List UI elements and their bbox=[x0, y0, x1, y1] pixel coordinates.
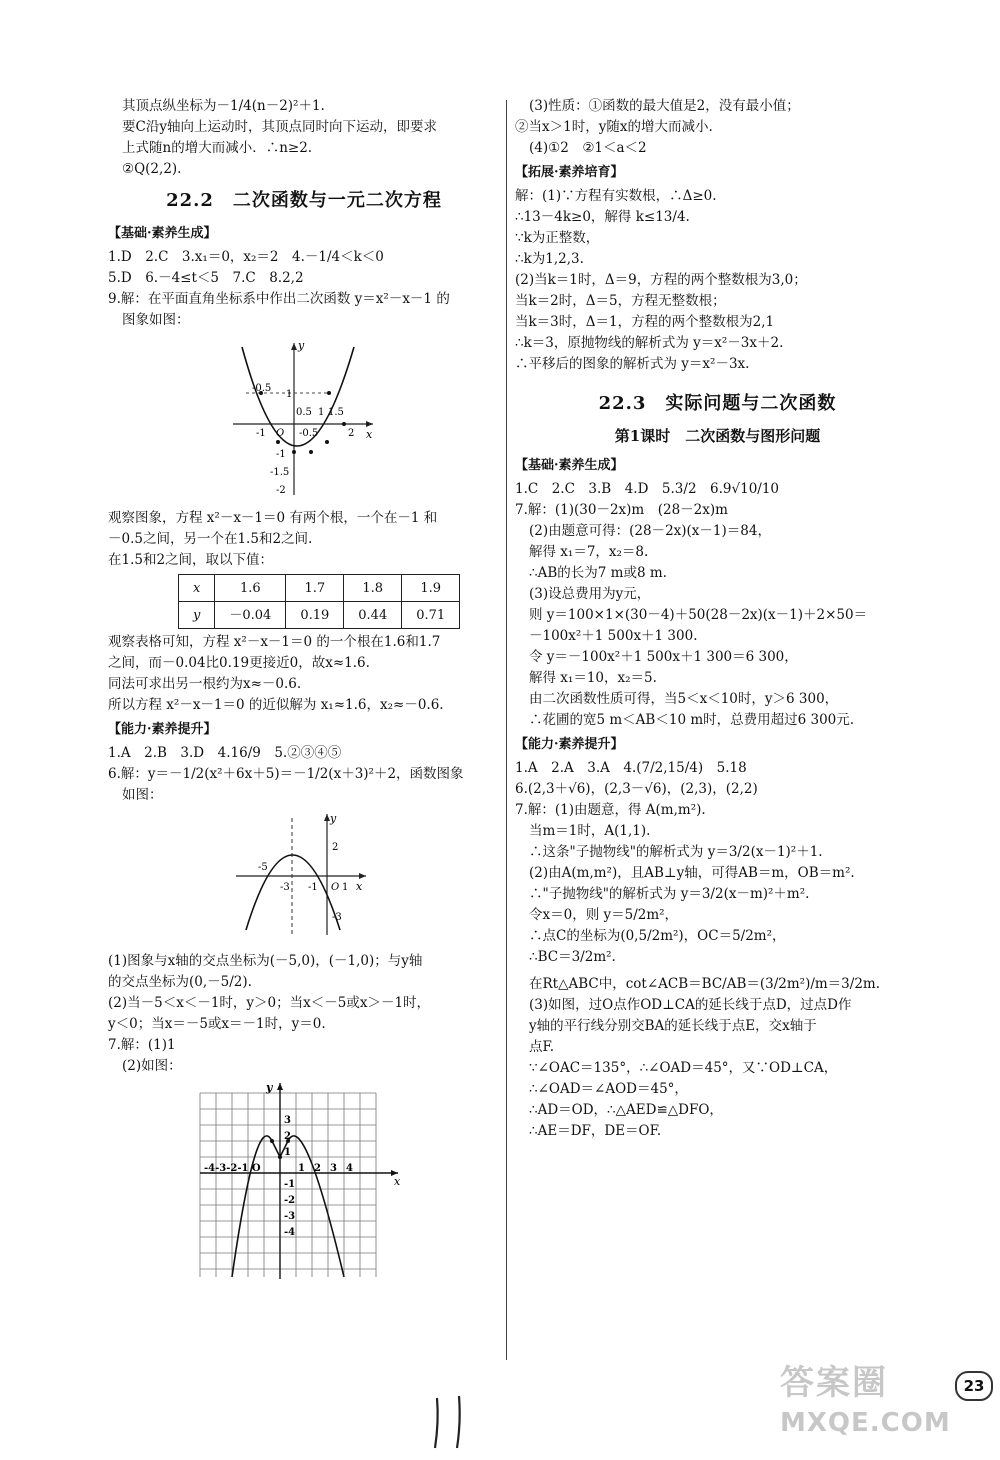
answer-line: 7.解：(1)1 bbox=[108, 1037, 176, 1053]
tick-label: -2 bbox=[284, 1195, 296, 1206]
table-cell: 1.9 bbox=[402, 575, 460, 602]
table-cell: x bbox=[179, 575, 215, 602]
text-line: 要C沿y轴向上运动时，其顶点同时向下运动，即要求 bbox=[122, 119, 437, 135]
answer-line: ∴AD＝OD，∴△AED≌△DFO， bbox=[529, 1102, 723, 1118]
tick-label: 1 bbox=[284, 1147, 291, 1158]
tick-label: 1 bbox=[298, 1163, 305, 1174]
answer-line: 之间，而－0.04比0.19更接近0，故x≈1.6. bbox=[108, 655, 370, 671]
answer-line: (4)①2 ②1＜a＜2 bbox=[529, 140, 647, 156]
answer-line: 由二次函数性质可得，当5＜x＜10时，y＞6 300， bbox=[529, 691, 839, 707]
tick-label: 0.5 bbox=[296, 407, 312, 418]
answer-line: ∴13－4k≥0，解得 k≤13/4. bbox=[515, 209, 690, 225]
graph-grid-parabola bbox=[108, 1081, 500, 1288]
table-cell: 1.8 bbox=[344, 575, 402, 602]
answer-line: 当m＝1时，A(1,1). bbox=[529, 823, 651, 839]
answer-line: 1.A 2.B 3.D 4.16/9 5.②③④⑤ bbox=[108, 745, 342, 761]
answer-line: 点F. bbox=[529, 1039, 555, 1055]
section-tag: 【拓展·素养培育】 bbox=[515, 165, 624, 180]
tick-label: -0.5 bbox=[299, 428, 319, 439]
answer-line: 则 y＝100×1×(30－4)＋50(28－2x)(x－1)＋2×50＝ bbox=[529, 607, 868, 623]
tick-label: 1 bbox=[286, 389, 293, 400]
answer-line: ∴平移后的图象的解析式为 y＝x²－3x. bbox=[515, 356, 750, 372]
answer-line: 同法可求出另一根约为x≈－0.6. bbox=[108, 676, 302, 692]
answer-line: 图象如图： bbox=[122, 312, 190, 328]
answer-line: 解得 x₁＝10，x₂＝5. bbox=[529, 670, 657, 686]
handwritten-mark bbox=[415, 1392, 485, 1452]
value-table bbox=[178, 574, 460, 629]
watermark-logo: 答案圈 bbox=[780, 1363, 888, 1403]
answer-line: 当k＝3时，Δ＝1，方程的两个整数根为2,1 bbox=[515, 314, 775, 330]
tick-label: -0.5 bbox=[252, 383, 272, 394]
tick-label: -3 bbox=[332, 912, 342, 923]
answer-line: (1)图象与x轴的交点坐标为(－5,0)，(－1,0)；与y轴 bbox=[108, 953, 423, 969]
section-tag: 【能力·素养提升】 bbox=[108, 722, 217, 737]
answer-line: (2)当k＝1时，Δ＝9，方程的两个整数根为3,0； bbox=[515, 272, 807, 288]
graph-parabola-2-svg bbox=[108, 810, 500, 940]
tick-label: -1 bbox=[308, 882, 318, 893]
section-title-22-2: 22.2 二次函数与一元二次方程 bbox=[166, 190, 442, 211]
answer-line: －100x²＋1 500x＋1 300. bbox=[529, 628, 698, 644]
answer-line: ∴点C的坐标为(0,5/2m²)，OC＝5/2m²， bbox=[529, 928, 786, 944]
answer-line: ∵k为正整数， bbox=[515, 230, 600, 246]
answer-line: (3)如图，过O点作OD⊥CA的延长线于点D，过点D作 bbox=[529, 997, 852, 1013]
tick-label: -1 bbox=[284, 1179, 296, 1190]
table-cell: 0.44 bbox=[344, 602, 402, 629]
table-cell: 0.19 bbox=[286, 602, 344, 629]
column-divider bbox=[506, 100, 507, 1360]
answer-line: 9.解：在平面直角坐标系中作出二次函数 y＝x²－x－1 的 bbox=[108, 291, 450, 307]
section-title-22-3: 22.3 实际问题与二次函数 bbox=[598, 393, 837, 414]
answer-line: 1.D 2.C 3.x₁＝0，x₂＝2 4.－1/4＜k＜0 bbox=[108, 249, 384, 265]
tick-label: -1 bbox=[256, 428, 266, 439]
text-line: 上式随n的增大而减小．∴n≥2. bbox=[122, 140, 313, 156]
answer-line: ∴AE＝DF，DE＝OF. bbox=[529, 1123, 662, 1139]
answer-line: 观察表格可知，方程 x²－x－1＝0 的一个根在1.6和1.7 bbox=[108, 634, 441, 650]
answer-line: 令x＝0，则 y＝5/2m²， bbox=[529, 907, 679, 923]
graph-parabola-1 bbox=[108, 335, 500, 504]
answer-line: (3)设总费用为y元， bbox=[529, 586, 651, 602]
table-cell: 1.6 bbox=[215, 575, 286, 602]
watermark-url: MXQE.COM bbox=[780, 1408, 951, 1438]
answer-line: 令 y＝－100x²＋1 500x＋1 300＝6 300， bbox=[529, 649, 798, 665]
answer-line: 6.解：y＝－1/2(x²＋6x＋5)＝－1/2(x＋3)²＋2，函数图象 bbox=[108, 766, 464, 782]
axis-label-x: x bbox=[356, 880, 363, 893]
answer-line: ∴这条"子抛物线"的解析式为 y＝3/2(x－1)²＋1. bbox=[529, 844, 823, 860]
tick-label: -1.5 bbox=[270, 467, 290, 478]
answer-line: (2)由题意可得：(28－2x)(x－1)＝84， bbox=[529, 523, 771, 539]
table-row bbox=[179, 575, 460, 602]
tick-label: -1 bbox=[276, 449, 286, 460]
answer-line: 5.D 6.－4≤t＜5 7.C 8.2,2 bbox=[108, 270, 304, 286]
tick-label: 4 bbox=[346, 1163, 353, 1174]
axis-label-x: x bbox=[394, 1175, 401, 1188]
answer-line: y＜0；当x＝－5或x＝－1时，y＝0. bbox=[108, 1016, 326, 1032]
tick-label: -4-3-2-1 O bbox=[204, 1163, 261, 1174]
axis-label-x: x bbox=[366, 428, 373, 441]
tick-label: 1.5 bbox=[328, 407, 344, 418]
answer-line: 观察图象，方程 x²－x－1＝0 有两个根，一个在－1 和 bbox=[108, 510, 438, 526]
answer-line: (2)由A(m,m²)，且AB⊥y轴，可得AB＝m，OB＝m². bbox=[529, 865, 855, 881]
answer-line: ②当x＞1时，y随x的增大而减小. bbox=[515, 119, 713, 135]
tick-label: 3 bbox=[330, 1163, 337, 1174]
answer-line: (2)当－5＜x＜－1时，y＞0；当x＜－5或x＞－1时， bbox=[108, 995, 431, 1011]
answer-line: 7.解：(1)(30－2x)m (28－2x)m bbox=[515, 502, 728, 518]
section-tag: 【基础·素养生成】 bbox=[515, 458, 624, 473]
answer-line: 6.(2,3＋√6)，(2,3－√6)，(2,3)，(2,2) bbox=[515, 781, 758, 797]
answer-line: 解：(1)∵方程有实数根，∴Δ≥0. bbox=[515, 188, 717, 204]
origin-label: O bbox=[276, 428, 285, 439]
right-column bbox=[515, 96, 920, 1142]
answer-line: ∴k＝3，原抛物线的解析式为 y＝x²－3x＋2. bbox=[515, 335, 784, 351]
answer-line: 在1.5和2之间，取以下值： bbox=[108, 552, 274, 568]
section-tag: 【能力·素养提升】 bbox=[515, 737, 624, 752]
table-row bbox=[179, 602, 460, 629]
answer-line: 1.C 2.C 3.B 4.D 5.3/2 6.9√10/10 bbox=[515, 481, 780, 497]
answer-line: ∴k为1,2,3. bbox=[515, 251, 584, 267]
tick-label: -5 bbox=[258, 862, 268, 873]
answer-line: 的交点坐标为(0,－5/2). bbox=[108, 974, 252, 990]
text-line: 其顶点纵坐标为－1/4(n－2)²＋1. bbox=[122, 98, 325, 114]
table-cell: －0.04 bbox=[215, 602, 286, 629]
text-line: ②Q(2,2). bbox=[122, 161, 182, 177]
answer-line: ∴∠OAD＝∠AOD＝45°， bbox=[529, 1081, 688, 1097]
answer-line: 如图： bbox=[122, 787, 163, 803]
watermark bbox=[780, 1355, 990, 1450]
tick-label: -4 bbox=[284, 1227, 296, 1238]
axis-label-y: y bbox=[266, 1081, 273, 1094]
answer-line: 1.A 2.A 3.A 4.(7/2,15/4) 5.18 bbox=[515, 760, 747, 776]
tick-label: 1 bbox=[342, 882, 349, 893]
table-cell: 1.7 bbox=[286, 575, 344, 602]
answer-line: 解得 x₁＝7，x₂＝8. bbox=[529, 544, 649, 560]
answer-line: ∴花圃的宽5 m＜AB＜10 m时，总费用超过6 300元. bbox=[529, 712, 855, 728]
answer-line: ∴"子抛物线"的解析式为 y＝3/2(x－m)²＋m². bbox=[529, 886, 810, 902]
answer-line: ∴AB的长为7 m或8 m. bbox=[529, 565, 667, 581]
answer-line: 在Rt△ABC中，cot∠ACB＝BC/AB＝(3/2m²)/m＝3/2m. bbox=[529, 976, 881, 992]
answer-line: (3)性质：①函数的最大值是2，没有最小值； bbox=[529, 98, 800, 114]
answer-line: y轴的平行线分别交BA的延长线于点E，交x轴于 bbox=[529, 1018, 817, 1034]
tick-label: 2 bbox=[332, 842, 339, 853]
tick-label: -3 bbox=[280, 882, 290, 893]
tick-label: -2 bbox=[276, 485, 286, 496]
tick-label: 3 bbox=[284, 1115, 291, 1126]
answer-line: －0.5之间，另一个在1.5和2之间. bbox=[108, 531, 313, 547]
axis-label-y: y bbox=[298, 339, 305, 352]
left-column bbox=[108, 96, 500, 1292]
answer-line: ∴BC＝3/2m². bbox=[529, 949, 616, 965]
answer-line: (2)如图： bbox=[122, 1058, 182, 1074]
handwritten-mark-icon bbox=[415, 1392, 485, 1452]
tick-label: 2 bbox=[284, 1131, 291, 1142]
tick-label: -3 bbox=[284, 1211, 296, 1222]
lesson-title: 第1课时 二次函数与图形问题 bbox=[614, 427, 821, 445]
answer-line: 当k＝2时，Δ＝5，方程无整数根； bbox=[515, 293, 726, 309]
axis-label-y: y bbox=[330, 812, 337, 825]
tick-label: 1 bbox=[318, 407, 325, 418]
answer-line: 7.解：(1)由题意，得 A(m,m²). bbox=[515, 802, 706, 818]
table-cell: 0.71 bbox=[402, 602, 460, 629]
page-number: 23 bbox=[955, 1371, 993, 1401]
answer-line: ∵∠OAC＝135°，∴∠OAD＝45°，又∵OD⊥CA， bbox=[529, 1060, 838, 1076]
graph-parabola-1-svg bbox=[108, 335, 500, 497]
tick-label: 2 bbox=[348, 428, 355, 439]
graph-grid-parabola-svg bbox=[108, 1081, 500, 1281]
graph-parabola-2 bbox=[108, 810, 500, 947]
origin-label: O bbox=[331, 882, 340, 893]
tick-label: 2 bbox=[314, 1163, 321, 1174]
table-cell: y bbox=[179, 602, 215, 629]
section-tag: 【基础·素养生成】 bbox=[108, 226, 217, 241]
answer-line: 所以方程 x²－x－1＝0 的近似解为 x₁≈1.6，x₂≈－0.6. bbox=[108, 697, 444, 713]
